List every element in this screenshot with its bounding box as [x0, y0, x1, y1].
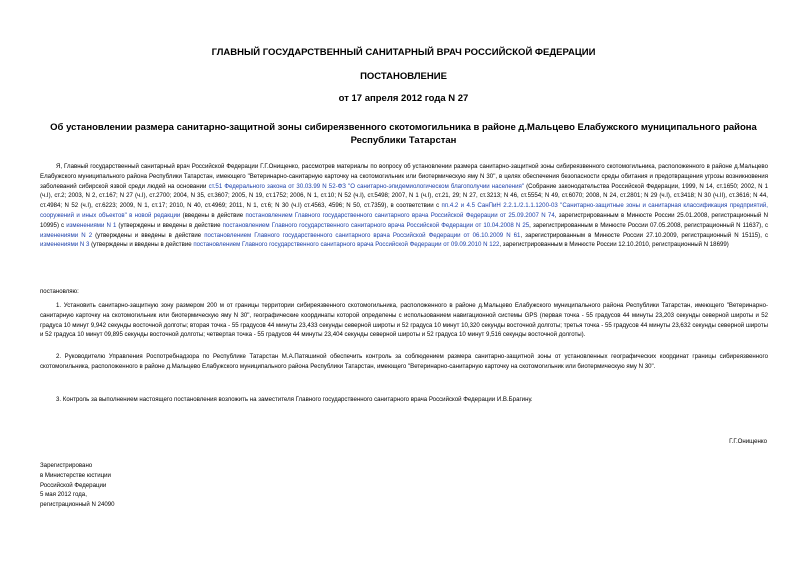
resolution-61-link[interactable]: постановлением Главного государственного санитарного врача Российской Федерации от 06.10.2009 N 61: [204, 231, 521, 239]
registration-line: 5 мая 2012 года,: [40, 491, 87, 499]
preamble-text: (утверждены и введены в действие: [92, 231, 205, 239]
amendments-3-link[interactable]: изменениями N 3: [40, 241, 90, 249]
document-date-number: от 17 апреля 2012 года N 27: [338, 93, 469, 104]
document-type: ПОСТАНОВЛЕНИЕ: [360, 71, 447, 82]
registration-line: в Министерстве юстиции: [40, 471, 111, 479]
registration-block: [40, 461, 115, 510]
signature: Г.Г.Онищенко: [729, 438, 767, 445]
sanpin-link[interactable]: пп.4.2 и 4.5 СанПиН 2.2.1./2.1.1.1200-03 "Санитарно-защитные зоны и санитарная классификация предприятий, сооружений и иных объектов" в новой редакции: [40, 202, 768, 219]
preamble-text: Я, Главный государственный санитарный врач Российской Федерации Г.Г.Онищенко, рассмотрев материалы по вопросу об установлении размера санитарно-защитной зоны сибиреязвенного скотомогильника, расположенного в районе д.Мальцево Елабужского муниципального района Республики Татарстан, имеющего "Ветеринарно-санитарную карточку на скотомогильник или биотермическую яму N 30", в целях обеспечения безопасности среды обитания и предотвращения угрозы возникновения заболеваний сибирской язвой среди людей на основании: [40, 163, 768, 190]
amendments-1-link[interactable]: изменениями N 1: [66, 221, 117, 229]
resolves-label: постановляю:: [40, 288, 79, 295]
registration-line: регистрационный N 24090: [40, 501, 115, 509]
resolution-122-link[interactable]: постановлением Главного государственного санитарного врача Российской Федерации от 09.09.2010 N 122: [193, 241, 500, 249]
issuing-authority: ГЛАВНЫЙ ГОСУДАРСТВЕННЫЙ САНИТАРНЫЙ ВРАЧ РОССИЙСКОЙ ФЕДЕРАЦИИ: [211, 47, 596, 58]
preamble-text: (утверждены и введены в действие: [89, 241, 194, 249]
amendments-2-link[interactable]: изменениями N 2: [40, 231, 93, 239]
item-1-paragraph: 1. Установить санитарно-защитную зону размером 200 м от границы территории сибиреязвенного скотомогильника, расположенного в районе д.Мальцево Елабужского муниципального района Республики Татарстан, имеющего "Ветеринарно-санитарную карточку на скотомогильник или биотермическую яму N 30", географические координаты которой определены с использованием навигационной системы GPS (первая точка - 55 градусов 44 минуты 23,203 секунды северной широты и 52 градуса 10 минут 9,942 секунды восточной долготы; вторая точка - 55 градусов 44 минуты 23,433 секунды северной широты и 52 градуса 10 минут 10,320 секунды восточной долготы; третья точка - 55 градусов 44 минуты 23,632 секунды северной широты и 52 градуса 10 минут 09,895 секунды восточной долготы; четвертая точка - 55 градусов 44 минуты 23,404 секунды северной широты и 52 градуса 10 минут 9,516 секунды восточной долготы).: [40, 302, 768, 339]
preamble-text: , зарегистрированным в Минюсте России 12.10.2010, регистрационный N 18699): [499, 241, 729, 249]
preamble-text: (введены в действие: [180, 211, 246, 219]
resolution-25-link[interactable]: постановлением Главного государственного санитарного врача Российской Федерации от 10.04.2008 N 25: [222, 221, 530, 229]
preamble-paragraph: [40, 162, 768, 250]
law-52-fz-link[interactable]: ст.51 Федерального закона от 30.03.99 N 52-ФЗ "О санитарно-эпидемиологическом благополучии населения": [208, 182, 524, 190]
preamble-text: , зарегистрированным в Минюсте России 27.10.2009, регистрационный N 15115), с: [520, 231, 769, 239]
preamble-text: , зарегистрированным в Минюсте России 07.05.2008, регистрационный N 11637), с: [529, 221, 769, 229]
resolution-74-link[interactable]: постановлением Главного государственного санитарного врача Российской Федерации от 25.09.2007 N 74: [245, 211, 555, 219]
preamble-text: (утверждены и введены в действие: [116, 221, 223, 229]
item-3-paragraph: 3. Контроль за выполнением настоящего постановления возложить на заместителя Главного государственного санитарного врача Российской Федерации И.В.Брагину.: [56, 396, 533, 403]
preamble-text: , зарегистрированным в Минюсте России 25.01.2008, регистрационный N 10995) с: [40, 211, 768, 229]
registration-line: Зарегистрировано: [40, 462, 93, 469]
preamble-text: (Собрание законодательства Российской Федерации, 1999, N 14, ст.1650; 2002, N 1 (ч.I), ст.2; 2003, N 2, ст.167; N 27 (ч.I), ст.2700; 2004, N 35, ст.3607; 2005, N 19, ст.1752; 2006, N 1, ст.10; N 52 (ч.I), ст.5498; 2007, N 1 (ч.I), ст.21, 29; N 27, ст.3213; N 46, ст.5554; N 49, ст.6070; 2008, N 24, ст.2801; N 29 (ч.I), ст.3418; N 30 (ч.II), ст.3616; N 44, ст.4984; N 52 (ч.I), ст.6223; 2009, N 1, ст.17; 2010, N 40, ст.4969; 2011, N 1, ст.6; N 30 (ч.I) ст.4563, 4596; N 50, ст.7359), в соответствии с: [40, 182, 768, 210]
item-2-paragraph: 2. Руководителю Управления Роспотребнадзора по Республике Татарстан М.А.Патяшиной обеспечить контроль за соблюдением размера санитарно-защитной зоны от установленных географических координат границы сибиреязвенного скотомогильника, расположенного в районе д.Мальцево Елабужского муниципального района Республики Татарстан, имеющего "Ветеринарно-санитарную карточку на скотомогильник или биотермическую яму N 30".: [40, 353, 768, 370]
registration-line: Российской Федерации: [40, 481, 107, 489]
document-title: Об установлении размера санитарно-защитной зоны сибиреязвенного скотомогильника в районе д.Мальцево Елабужского муниципального района Республики Татарстан: [50, 122, 757, 146]
